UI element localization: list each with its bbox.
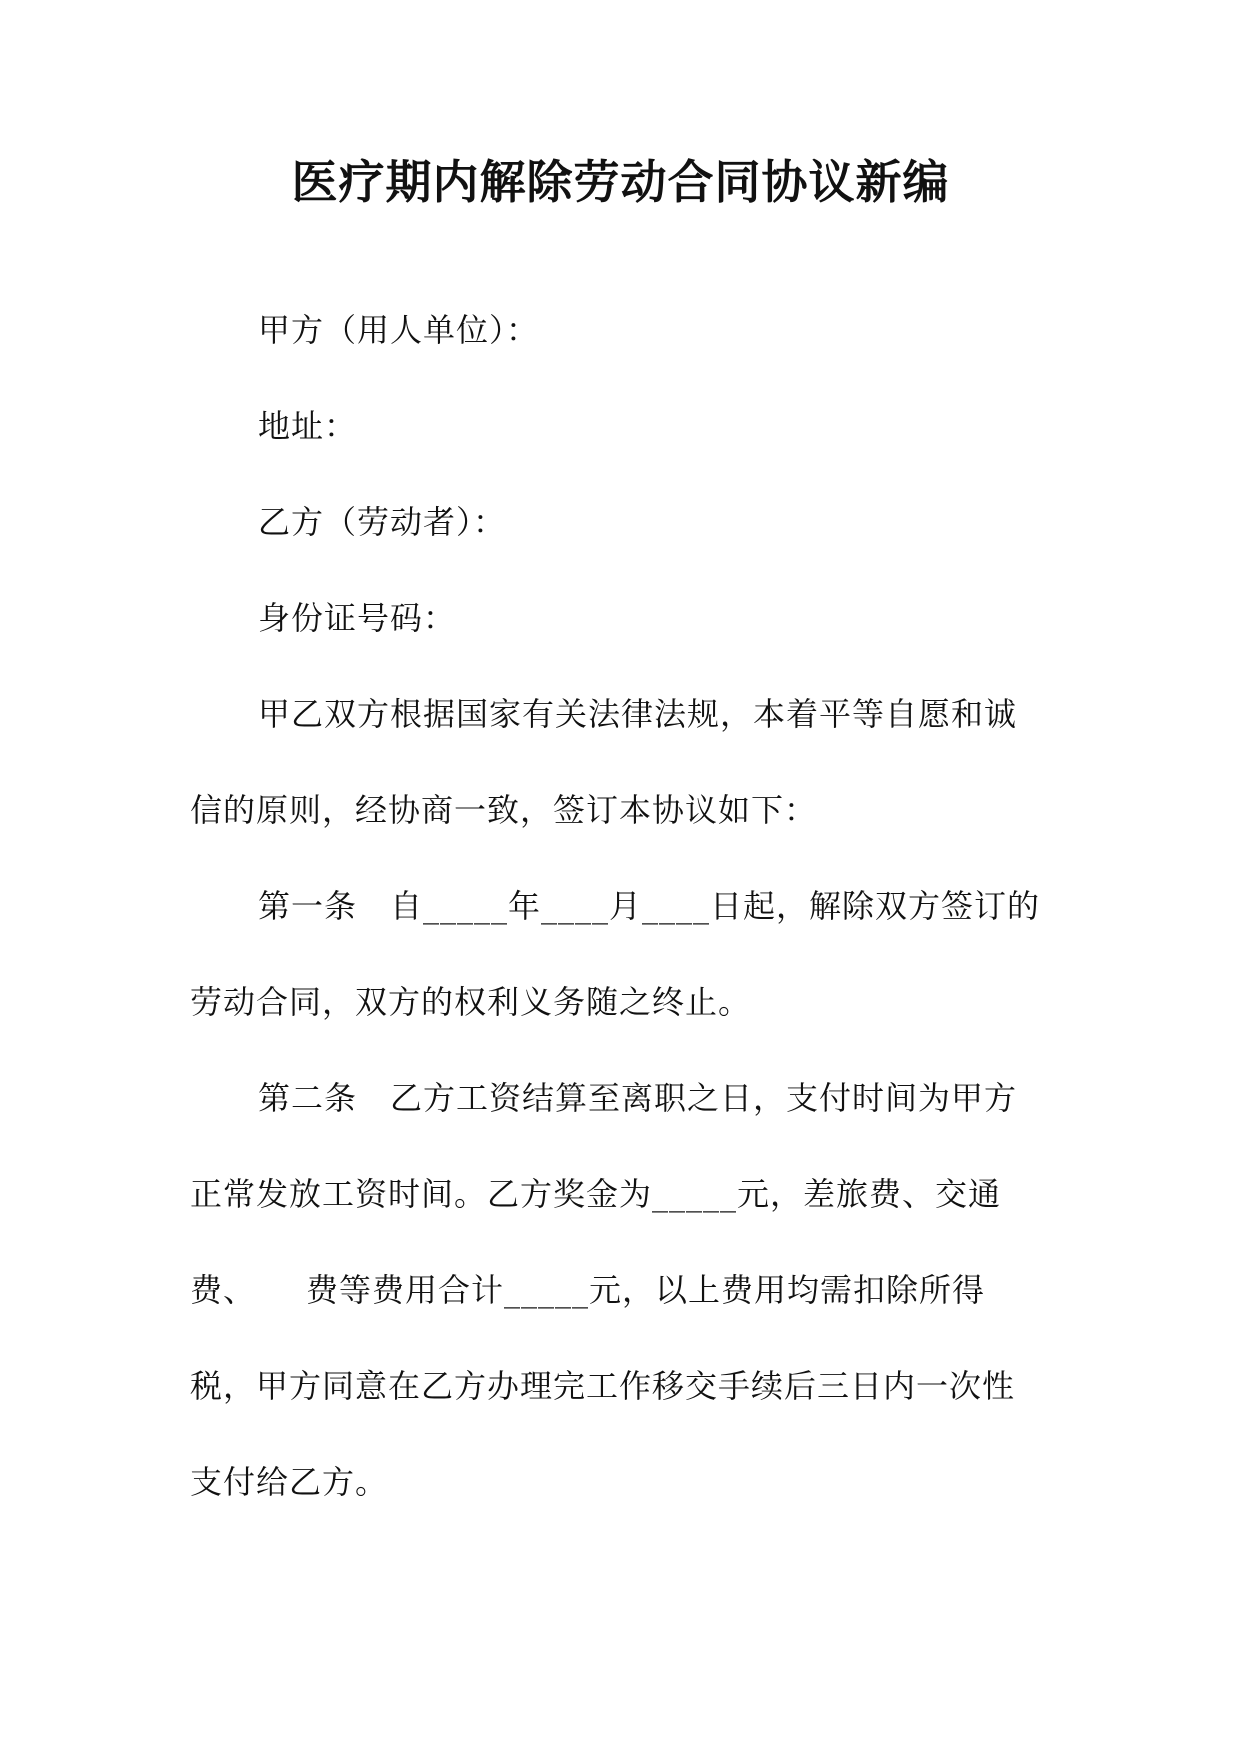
article-2-line-5: 支付给乙方。 xyxy=(190,1463,389,1501)
article-2-line-4: 税，甲方同意在乙方办理完工作移交手续后三日内一次性 xyxy=(190,1367,1016,1405)
preamble-line-1: 甲乙双方根据国家有关法律法规，本着平等自愿和诚 xyxy=(258,695,1018,733)
article-2-line-1: 第二条 乙方工资结算至离职之日，支付时间为甲方 xyxy=(258,1079,1018,1117)
party-b-line: 乙方（劳动者）： xyxy=(258,503,507,541)
preamble-line-2: 信的原则，经协商一致，签订本协议如下： xyxy=(190,791,818,829)
document-title: 医疗期内解除劳动合同协议新编 xyxy=(291,155,950,209)
article-2-line-3: 费、 费等费用合计_____元，以上费用均需扣除所得 xyxy=(190,1271,986,1309)
article-2-line-2: 正常发放工资时间。乙方奖金为_____元，差旅费、交通 xyxy=(190,1175,1002,1213)
party-a-line: 甲方（用人单位）： xyxy=(258,311,540,349)
id-number-line: 身份证号码： xyxy=(258,599,457,637)
article-1-line-1: 第一条 自_____年____月____日起，解除双方签订的 xyxy=(258,887,1041,925)
article-1-line-2: 劳动合同，双方的权利义务随之终止。 xyxy=(190,983,752,1021)
address-line: 地址： xyxy=(258,407,358,445)
